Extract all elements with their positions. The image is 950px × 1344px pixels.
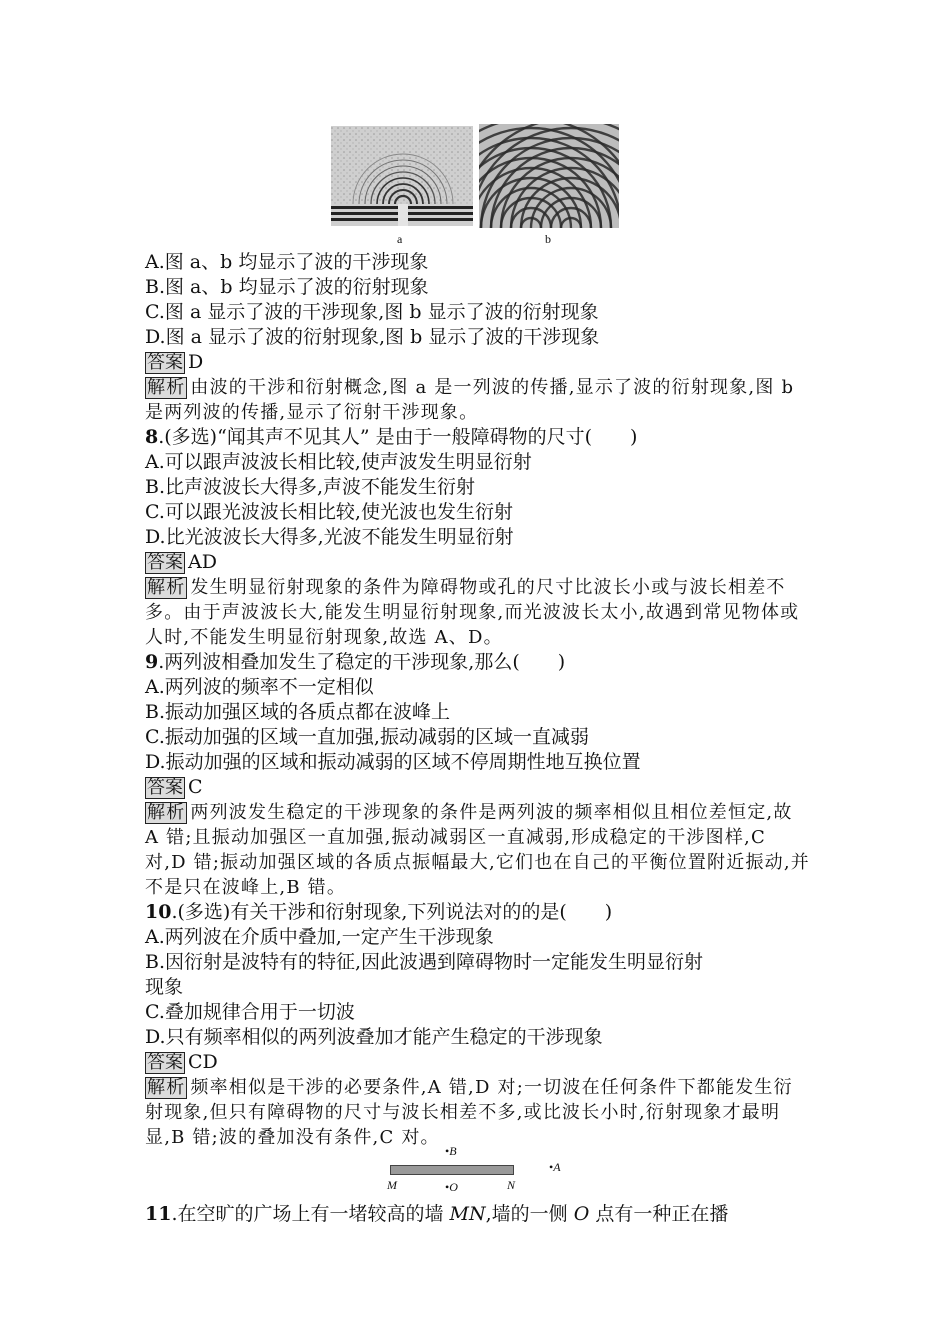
q8-option-c: C.可以跟光波波长相比较,使光波也发生衍射 bbox=[145, 501, 513, 523]
q11-stem-1: .在空旷的广场上有一堵较高的墙 bbox=[171, 1203, 450, 1225]
point-m-label: M bbox=[387, 1178, 397, 1192]
answer-tag: 答案 bbox=[147, 1052, 183, 1073]
figure-b-label: b bbox=[545, 232, 551, 246]
analysis-tag: 解析 bbox=[147, 1077, 186, 1098]
analysis-tag: 解析 bbox=[147, 577, 186, 598]
q9-stem-row bbox=[145, 650, 810, 675]
q7-answer-row bbox=[145, 350, 810, 375]
wall-mn bbox=[390, 1165, 514, 1175]
q8-number: 8 bbox=[145, 426, 159, 448]
document-page bbox=[145, 120, 810, 1227]
q8-answer: AD bbox=[188, 551, 217, 573]
q8-stem-row bbox=[145, 425, 810, 450]
q11-stem-2: ,墙的一侧 bbox=[485, 1203, 574, 1225]
q8-analysis-row bbox=[145, 575, 810, 650]
q7-option-c: C.图 a 显示了波的干涉现象,图 b 显示了波的衍射现象 bbox=[145, 301, 599, 323]
q11-stem-row bbox=[145, 1202, 810, 1227]
point-o-label: •O bbox=[445, 1180, 458, 1194]
answer-tag: 答案 bbox=[147, 352, 183, 373]
q7-option-a: A.图 a、b 均显示了波的干涉现象 bbox=[145, 251, 429, 273]
q10-answer: CD bbox=[188, 1051, 218, 1073]
answer-tag: 答案 bbox=[147, 777, 183, 798]
q10-option-a: A.两列波在介质中叠加,一定产生干涉现象 bbox=[145, 926, 494, 948]
point-n-label: N bbox=[507, 1178, 516, 1192]
q10-stem-row bbox=[145, 900, 810, 925]
q7-analysis-row bbox=[145, 375, 810, 425]
q9-answer: C bbox=[188, 776, 203, 798]
wave-figure bbox=[145, 120, 810, 250]
q8-stem: .(多选)“闻其声不见其人” 是由于一般障碍物的尺寸( ) bbox=[158, 426, 638, 448]
analysis-tag: 解析 bbox=[147, 802, 186, 823]
q9-option-b: B.振动加强区域的各质点都在波峰上 bbox=[145, 701, 451, 723]
q8-option-d: D.比光波波长大得多,光波不能发生明显衍射 bbox=[145, 526, 514, 548]
figure-a-label: a bbox=[397, 232, 403, 246]
q8-answer-row bbox=[145, 550, 810, 575]
analysis-tag: 解析 bbox=[147, 377, 186, 398]
q11-wall-name: MN bbox=[449, 1203, 486, 1225]
q8-analysis: 发生明显衍射现象的条件为障碍物或孔的尺寸比波长小或与波长相差不多。由于声波波长大,能发生明显衍射现象,而光波波长太小,故遇到常见物体或人时,不能发生明显衍射现象,故选 A、D。 bbox=[145, 577, 800, 648]
q10-option-d: D.只有频率相似的两列波叠加才能产生稳定的干涉现象 bbox=[145, 1026, 603, 1048]
q8-option-b: B.比声波波长大得多,声波不能发生衍射 bbox=[145, 476, 476, 498]
q10-option-b: B.因衍射是波特有的特征,因此波遇到障碍物时一定能发生明显衍射 bbox=[145, 951, 704, 973]
q7-analysis: 由波的干涉和衍射概念,图 a 是一列波的传播,显示了波的衍射现象,图 b 是两列波的传播,显示了衍射干涉现象。 bbox=[145, 377, 795, 423]
q9-option-a: A.两列波的频率不一定相似 bbox=[145, 676, 374, 698]
q10-analysis: 频率相似是干涉的必要条件,A 错,D 对;一切波在任何条件下都能发生衍射现象,但只有障碍物的尺寸与波长相差不多,或比波长小时,衍射现象才最明显,B 错;波的叠加没有条件,C 对。 bbox=[145, 1077, 793, 1148]
q9-answer-row bbox=[145, 775, 810, 800]
answer-tag: 答案 bbox=[147, 552, 183, 573]
q10-answer-row bbox=[145, 1050, 810, 1075]
q9-analysis-row bbox=[145, 800, 810, 900]
q9-option-d: D.振动加强的区域和振动减弱的区域不停周期性地互换位置 bbox=[145, 751, 641, 773]
q11-number: 11 bbox=[145, 1203, 172, 1225]
q10-stem: .(多选)有关干涉和衍射现象,下列说法对的的是( ) bbox=[171, 901, 613, 923]
q7-option-b: B.图 a、b 均显示了波的衍射现象 bbox=[145, 276, 429, 298]
figure-b-interference-image bbox=[479, 124, 619, 228]
q10-option-b-cont: 现象 bbox=[145, 976, 184, 998]
q7-option-d: D.图 a 显示了波的衍射现象,图 b 显示了波的干涉现象 bbox=[145, 326, 600, 348]
q9-stem: .两列波相叠加发生了稳定的干涉现象,那么( ) bbox=[158, 651, 566, 673]
q10-analysis-row bbox=[145, 1075, 810, 1150]
figure-a-diffraction-image bbox=[331, 126, 473, 226]
q11-point-o: O bbox=[573, 1203, 590, 1225]
wall-diagram bbox=[145, 1144, 810, 1202]
q9-option-c: C.振动加强的区域一直加强,振动减弱的区域一直减弱 bbox=[145, 726, 589, 748]
q10-option-c: C.叠加规律合用于一切波 bbox=[145, 1001, 355, 1023]
q9-analysis: 两列波发生稳定的干涉现象的条件是两列波的频率相似且相位差恒定,故 A 错;且振动加强区一直加强,振动减弱区一直减弱,形成稳定的干涉图样,C 对,D 错;振动加强区域的各质点振幅最大,它们也在自己的平衡位置附近振动,并不是只在波峰上,B 错。 bbox=[145, 802, 810, 898]
q8-option-a: A.可以跟声波波长相比较,使声波发生明显衍射 bbox=[145, 451, 532, 473]
q9-number: 9 bbox=[145, 651, 159, 673]
q11-stem-3: 点有一种正在播 bbox=[589, 1203, 729, 1225]
q10-number: 10 bbox=[145, 901, 172, 923]
q7-answer: D bbox=[188, 351, 204, 373]
point-a-label: •A bbox=[549, 1160, 561, 1174]
point-b-label: •B bbox=[445, 1144, 457, 1158]
